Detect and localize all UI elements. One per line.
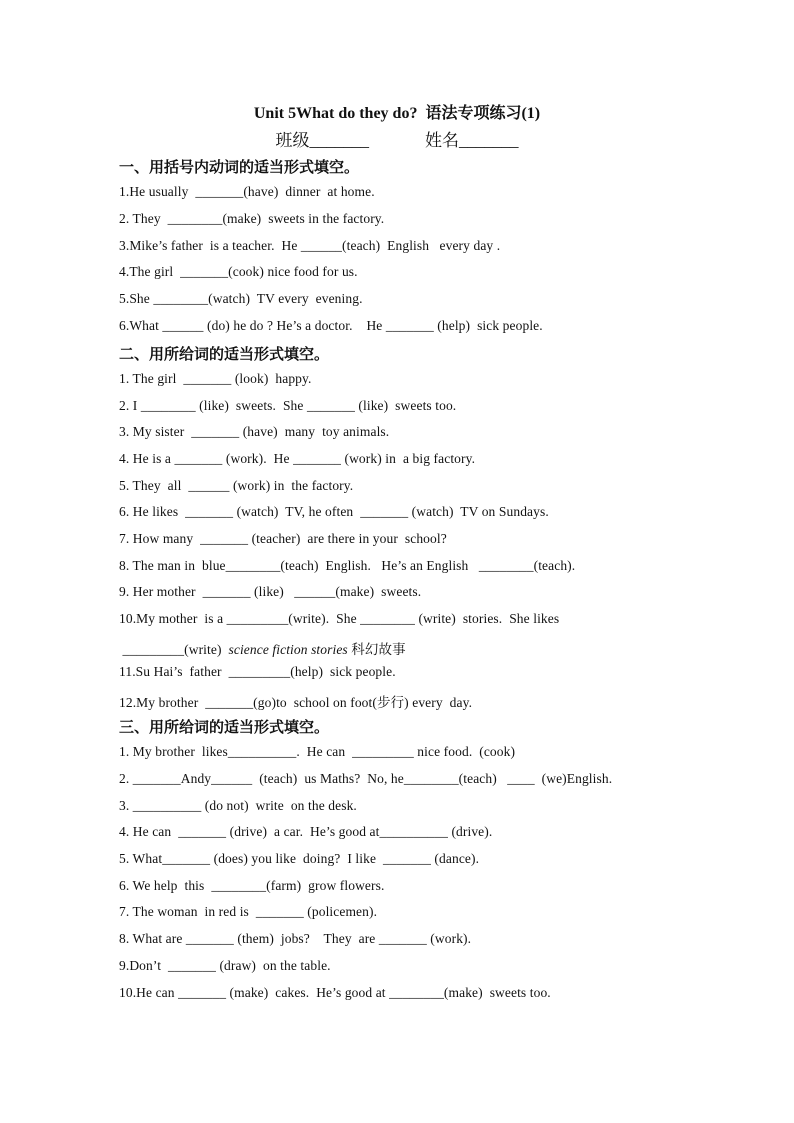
exercise-item: 6.What ______ (do) he do ? He’s a doctor. He _______ (help) sick people. — [119, 318, 543, 333]
exercise-item: 1. My brother likes__________. He can _________ nice food. (cook) — [119, 744, 516, 759]
exercise-item: 5. What_______ (does) you like doing? I like _______ (dance). — [119, 851, 480, 866]
exercise-item: 3. __________ (do not) write on the desk. — [119, 798, 357, 813]
chinese-gloss: 科幻故事 — [347, 642, 406, 657]
section-3-heading: 三、用所给词的适当形式填空。 — [119, 718, 330, 736]
exercise-item: 4. He can _______ (drive) a car. He’s good at__________ (drive). — [119, 824, 493, 839]
exercise-item: 5.She ________(watch) TV every evening. — [119, 291, 363, 306]
exercise-item: 9.Don’t _______ (draw) on the table. — [119, 958, 331, 973]
section-1-heading: 一、用括号内动词的适当形式填空。 — [119, 158, 360, 176]
section-2-heading: 二、用所给词的适当形式填空。 — [119, 345, 330, 363]
exercise-item: 2. They ________(make) sweets in the factory. — [119, 211, 385, 226]
exercise-item-continuation — [119, 638, 406, 658]
name-field[interactable]: 姓名_______ — [425, 131, 519, 150]
exercise-item: 4.The girl _______(cook) nice food for us. — [119, 264, 358, 279]
class-field[interactable]: 班级_______ — [275, 131, 369, 150]
exercise-item: 10.He can _______ (make) cakes. He’s good at ________(make) sweets too. — [119, 985, 551, 1000]
exercise-item: 12.My brother _______(go)to school on foot(步行) every day. — [119, 695, 473, 710]
exercise-item: 4. He is a _______ (work). He _______ (work) in a big factory. — [119, 451, 476, 466]
continuation-blank: _________(write) — [119, 642, 229, 657]
italic-phrase: science fiction stories — [228, 642, 348, 657]
exercise-item: 1.He usually _______(have) dinner at home. — [119, 184, 375, 199]
exercise-item: 1. The girl _______ (look) happy. — [119, 371, 312, 386]
exercise-item: 5. They all ______ (work) in the factory. — [119, 478, 354, 493]
exercise-item: 8. What are _______ (them) jobs? They are _______ (work). — [119, 931, 472, 946]
exercise-item: 8. The man in blue________(teach) English. He’s an English ________(teach). — [119, 558, 576, 573]
exercise-item: 6. He likes _______ (watch) TV, he often _______ (watch) TV on Sundays. — [119, 504, 549, 519]
exercise-item: 3. My sister _______ (have) many toy animals. — [119, 424, 390, 439]
exercise-item: 7. The woman in red is _______ (policemen). — [119, 904, 378, 919]
exercise-item: 11.Su Hai’s father _________(help) sick people. — [119, 664, 396, 679]
worksheet-title: Unit 5What do they do? 语法专项练习(1) — [253, 105, 541, 122]
exercise-item: 9. Her mother _______ (like) ______(make) sweets. — [119, 584, 422, 599]
exercise-item: 10.My mother is a _________(write). She ________ (write) stories. She likes — [119, 611, 560, 626]
exercise-item: 3.Mike’s father is a teacher. He ______(teach) English every day . — [119, 238, 501, 253]
exercise-item: 2. I ________ (like) sweets. She _______ (like) sweets too. — [119, 398, 457, 413]
student-info-line — [0, 126, 794, 151]
exercise-item: 7. How many _______ (teacher) are there in your school? — [119, 531, 447, 546]
exercise-item: 6. We help this ________(farm) grow flowers. — [119, 878, 385, 893]
exercise-item: 2. _______Andy______ (teach) us Maths? No, he________(teach) ____ (we)English. — [119, 771, 613, 786]
